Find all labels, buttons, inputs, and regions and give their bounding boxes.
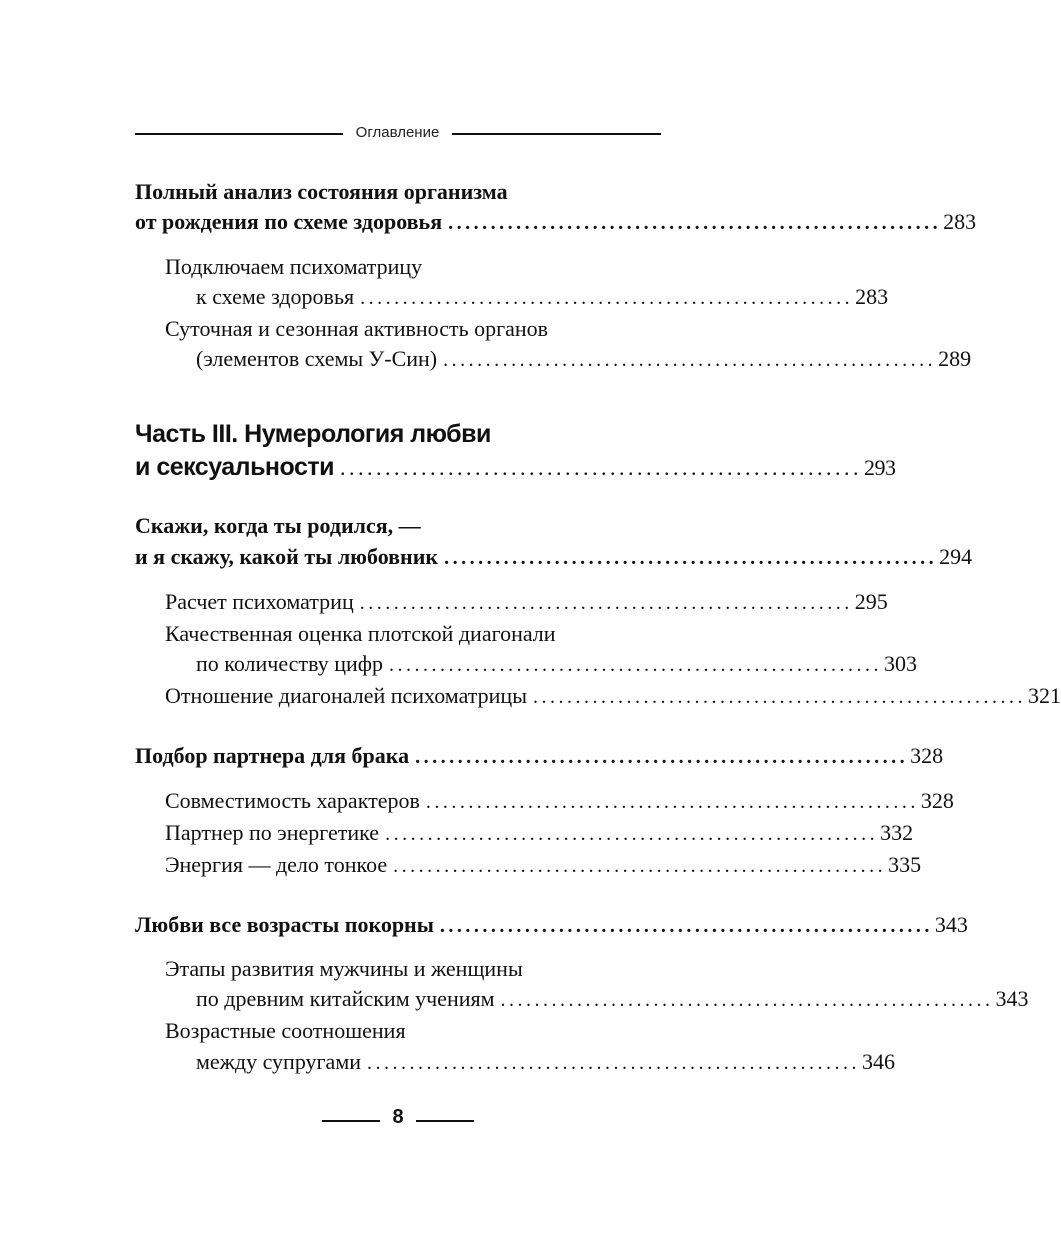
toc-entry[interactable] [165,816,914,850]
toc-part-title: Часть III. Нумерология любви [135,420,491,448]
toc-section-title: Этапы развития мужчины и женщины [165,956,523,981]
toc-entry[interactable] [135,450,896,484]
toc-section-title: Возрастные соотношения [165,1018,406,1043]
toc-leader-dots: .......................................................... [448,212,942,234]
toc-page-number: 332 [880,820,914,845]
toc-entry[interactable] [135,739,944,773]
toc-page-number: 335 [888,852,922,877]
toc-leader-dots: .......................................................... [443,349,937,371]
toc-leader-dots: .......................................................... [367,1052,861,1074]
toc-entry-title: и сексуальности [135,453,334,481]
page-number: 8 [392,1106,404,1128]
toc-entry[interactable] [165,848,922,882]
toc-page-number: 283 [855,284,889,309]
header-rule-right [452,133,661,135]
toc-entry-title: Партнер по энергетике [165,820,380,845]
toc-page-number: 343 [934,912,968,937]
toc-leader-dots: .......................................................... [385,823,879,845]
toc-page-number: 289 [938,346,972,371]
toc-page-number: 328 [910,743,944,768]
running-header: Оглавление [355,124,440,141]
toc-chapter-title: Скажи, когда ты родился, — [135,513,421,538]
footer-rule-left [322,1120,380,1122]
toc-leader-dots: .......................................................... [425,791,919,813]
toc-leader-dots: .......................................................... [532,686,1026,708]
toc-page-number: 303 [884,651,917,676]
toc-entry[interactable] [135,540,973,574]
toc-entry[interactable] [135,908,968,942]
toc-entry[interactable] [165,784,954,818]
toc-entry-title: по древним китайским учениям [196,986,495,1011]
toc-section-title: Суточная и сезонная активность органов [165,316,549,341]
toc-entry-title: Расчет психоматриц [165,589,354,614]
toc-entry-title: от рождения по схеме здоровья [135,209,443,234]
toc-leader-dots: .......................................................... [500,989,994,1011]
toc-entry[interactable] [196,342,972,376]
toc-entry-title: Энергия — дело тонкое [165,852,388,877]
toc-leader-dots: .......................................................... [444,547,938,569]
toc-entry[interactable] [196,982,1029,1016]
toc-entry[interactable] [165,585,888,619]
toc-entry-title: к схеме здоровья [196,284,355,309]
toc-entry-title: (элементов схемы У-Син) [196,346,438,371]
toc-leader-dots: .......................................................... [393,855,887,877]
toc-entry[interactable] [135,205,977,239]
toc-entry-title: по количеству цифр [196,651,383,676]
toc-section-title: Качественная оценка плотской диагонали [165,621,556,646]
toc-leader-dots: .......................................................... [389,654,882,676]
toc-leader-dots: .......................................................... [415,746,909,768]
toc-page-number: 283 [943,209,977,234]
toc-page-number: 328 [920,788,954,813]
toc-entry-title: между супругами [196,1049,362,1074]
toc-page-number: 346 [862,1049,896,1074]
toc-entry-title: Подбор партнера для брака [135,743,410,768]
toc-entry[interactable] [165,679,1061,713]
toc-chapter-title: Полный анализ состояния организма [135,179,508,204]
toc-leader-dots: .......................................................... [340,455,862,480]
toc-entry[interactable] [196,647,917,681]
toc-entry[interactable] [196,1045,896,1079]
toc-entry-title: Совместимость характеров [165,788,420,813]
header-rule-left [135,133,343,135]
toc-entry-title: Любви все возрасты покорны [135,912,434,937]
toc-page-number: 321 [1027,683,1061,708]
toc-entry-title: и я скажу, какой ты любовник [135,544,439,569]
toc-leader-dots: .......................................................... [360,287,854,309]
toc-page-number: 295 [854,589,888,614]
toc-leader-dots: .......................................................... [359,592,853,614]
toc-page-number: 343 [995,986,1029,1011]
footer-rule-right [416,1120,474,1122]
toc-page-number: 294 [939,544,973,569]
toc-entry-title: Отношение диагоналей психоматрицы [165,683,527,708]
toc-page-number: 293 [864,455,896,480]
toc-entry[interactable] [196,280,889,314]
toc-leader-dots: .......................................................... [439,915,933,937]
toc-section-title: Подключаем психоматрицу [165,254,423,279]
